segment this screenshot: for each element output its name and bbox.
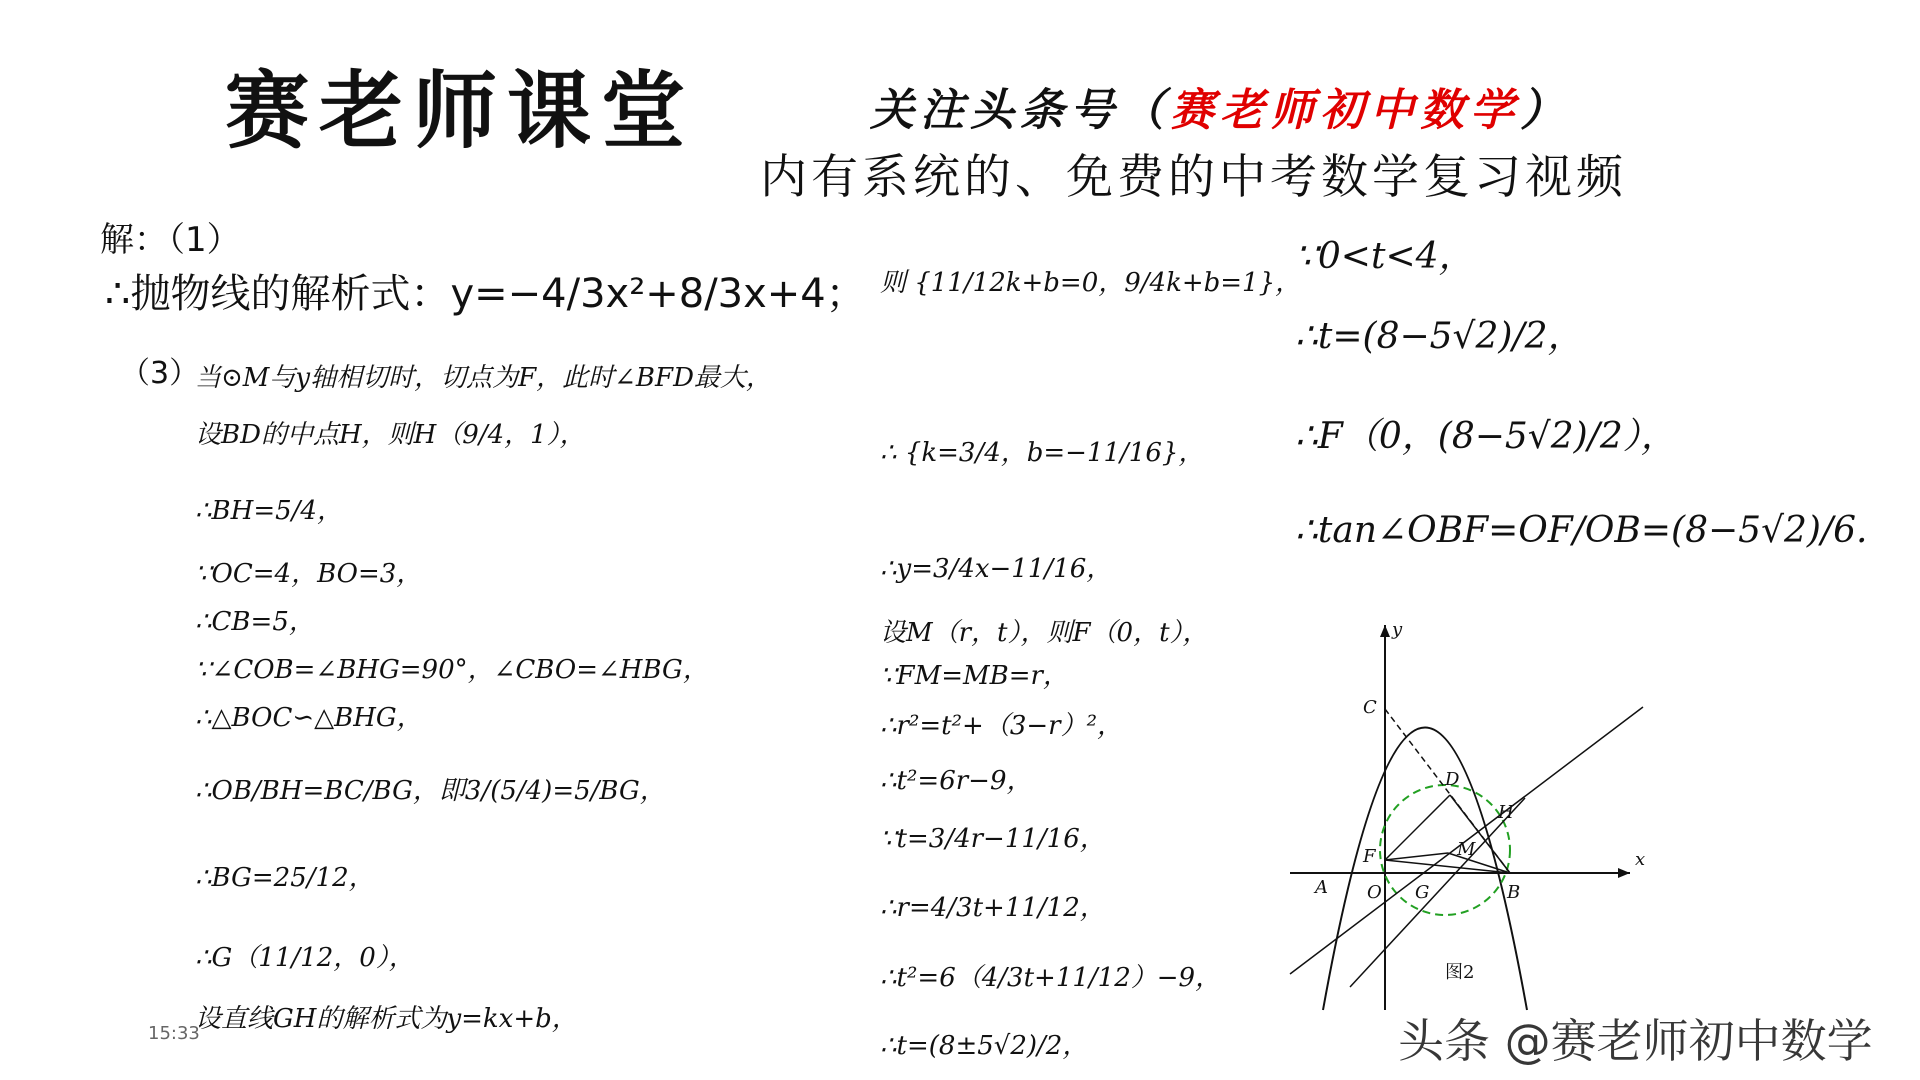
watermark: 头条 @赛老师初中数学	[1398, 1014, 1873, 1068]
part3-label: （3）	[120, 356, 200, 391]
x-axis-arrow	[1618, 868, 1630, 878]
right-line: ∴F（0，(8−5√2)/2），	[1295, 416, 1677, 457]
figure-caption: 图2	[1445, 962, 1475, 983]
segment-fm	[1385, 853, 1448, 860]
label-a: A	[1315, 877, 1328, 898]
circle-m	[1380, 785, 1510, 915]
left-line: ∵OC=4，BO=3，	[195, 559, 423, 589]
label-y: y	[1392, 619, 1403, 640]
follow-suffix: ）	[1520, 85, 1570, 136]
middle-line: 设M（r，t），则F（0，t），	[880, 618, 1209, 648]
label-o: O	[1367, 882, 1382, 903]
right-line: ∴tan∠OBF=OF/OB=(8−5√2)/6.	[1295, 510, 1868, 551]
label-g: G	[1415, 882, 1430, 903]
left-line: 设BD的中点H，则H（9/4，1），	[195, 420, 586, 450]
y-axis-arrow	[1380, 625, 1390, 637]
follow-account: 赛老师初中数学	[1170, 85, 1520, 136]
left-line: ∴G（11/12，0），	[195, 943, 415, 973]
right-line: ∵0<t<4，	[1295, 236, 1475, 277]
middle-line: ∴r=4/3t+11/12，	[880, 893, 1106, 923]
middle-line: ∵t=3/4r−11/16，	[880, 824, 1106, 854]
middle-line: ∴t²=6（4/3t+11/12）−9，	[880, 963, 1222, 993]
right-line: ∴t=(8−5√2)/2，	[1295, 316, 1584, 357]
left-line: 当⊙M与y轴相切时，切点为F，此时∠BFD最大，	[195, 363, 772, 393]
segment-fd	[1385, 795, 1450, 860]
follow-line	[870, 74, 1570, 138]
intro-text: 内有系统的、免费的中考数学复习视频	[760, 150, 1627, 205]
left-line: ∴BH=5/4，	[195, 496, 343, 526]
label-c: C	[1363, 697, 1377, 718]
label-d: D	[1445, 769, 1460, 790]
left-line: ∴OB/BH=BC/BG，即3/(5/4)=5/BG，	[195, 776, 666, 806]
left-line: ∴BG=25/12，	[195, 863, 375, 893]
label-m: M	[1457, 839, 1476, 860]
left-line: ∴CB=5，	[195, 607, 315, 637]
middle-line: ∴t²=6r−9，	[880, 766, 1033, 796]
middle-line: 则 {11/12k+b=0，9/4k+b=1}，	[880, 268, 1302, 298]
timestamp: 15:33	[148, 1023, 200, 1044]
label-h: H	[1498, 802, 1514, 823]
solution-heading: 解：（1）	[100, 220, 241, 260]
label-x: x	[1635, 849, 1646, 870]
left-line: ∵∠COB=∠BHG=90°，∠CBO=∠HBG，	[195, 655, 709, 685]
left-line: 设直线GH的解析式为y=kx+b，	[195, 1004, 578, 1034]
left-line: ∴△BOC∽△BHG，	[195, 703, 423, 733]
middle-line: ∵FM=MB=r，	[880, 661, 1069, 691]
brand-title: 赛老师课堂	[225, 61, 696, 160]
middle-line: ∴y=3/4x−11/16，	[880, 554, 1113, 584]
geometry-figure	[1285, 615, 1670, 1015]
middle-line: ∴t=(8±5√2)/2，	[880, 1031, 1089, 1061]
middle-line: ∴ {k=3/4，b=−11/16}，	[880, 438, 1205, 468]
label-b: B	[1507, 882, 1521, 903]
middle-line: ∴r²=t²+（3−r）²，	[880, 711, 1124, 741]
parabola-equation: ∴抛物线的解析式：y=−4/3x²+8/3x+4；	[105, 271, 866, 317]
follow-prefix: 关注头条号（	[870, 85, 1170, 136]
label-f: F	[1363, 846, 1376, 867]
